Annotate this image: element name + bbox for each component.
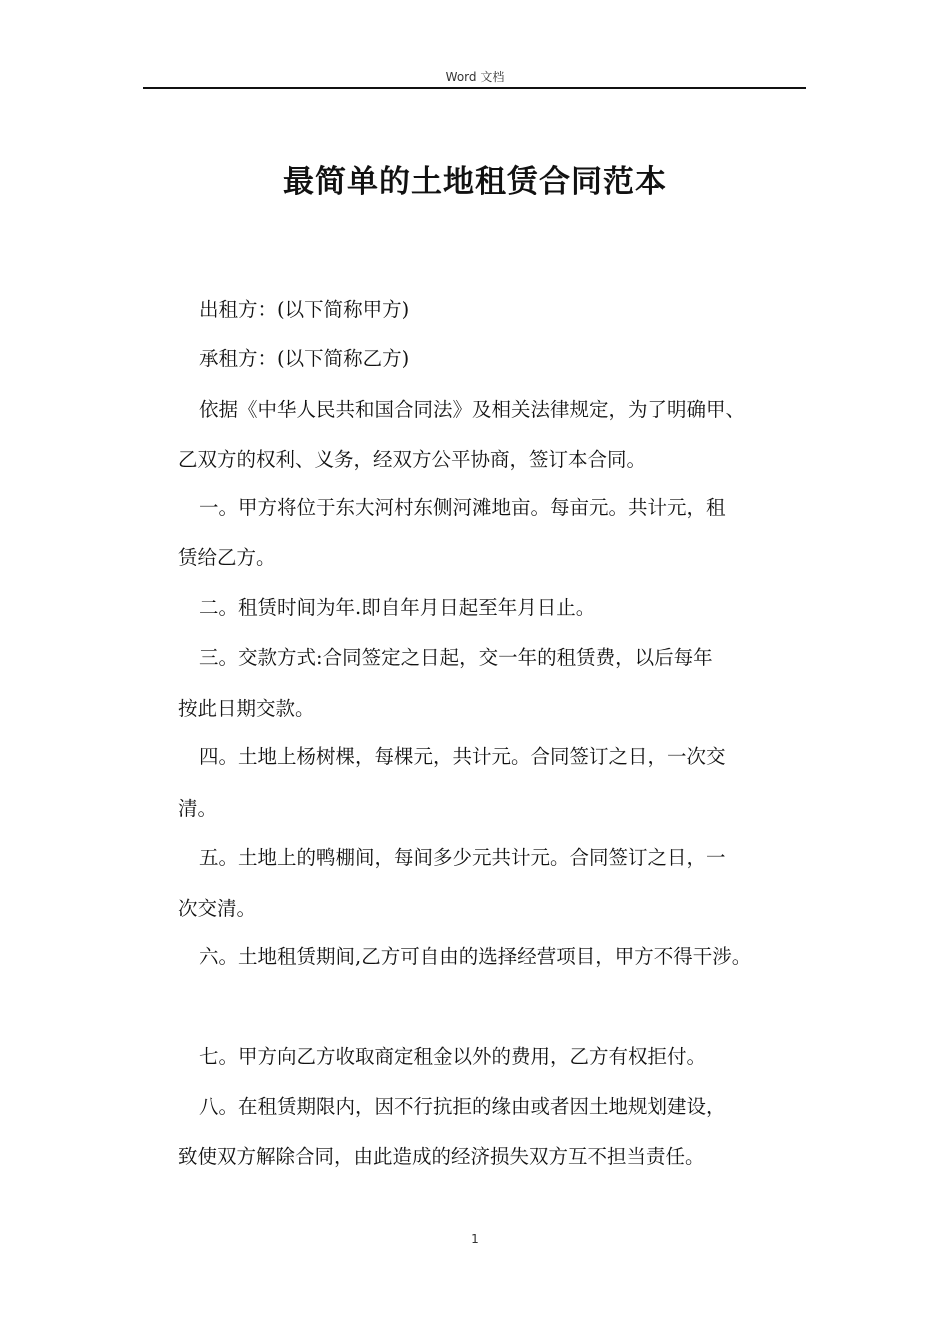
paragraph-line: 六。土地租赁期间,乙方可自由的选择经营项目，甲方不得干涉。 — [199, 945, 752, 968]
paragraph-line: 次交清。 — [178, 897, 257, 920]
paragraph-line: 二。租赁时间为年.即自年月日起至年月日止。 — [199, 596, 596, 619]
paragraph-line: 承租方：(以下简称乙方) — [199, 347, 410, 370]
paragraph-line: 按此日期交款。 — [178, 697, 315, 720]
paragraph-line: 依据《中华人民共和国合同法》及相关法律规定，为了明确甲、 — [199, 398, 746, 421]
paragraph-line: 七。甲方向乙方收取商定租金以外的费用，乙方有权拒付。 — [199, 1045, 707, 1068]
paragraph-line: 四。土地上杨树棵，每棵元，共计元。合同签订之日，一次交 — [199, 745, 726, 768]
page-number: 1 — [471, 1232, 479, 1246]
page-header: Word 文档 — [445, 70, 505, 84]
header-divider — [143, 87, 806, 89]
paragraph-line: 致使双方解除合同，由此造成的经济损失双方互不担当责任。 — [178, 1145, 705, 1168]
document-title: 最简单的土地租赁合同范本 — [283, 164, 667, 200]
paragraph-line: 三。交款方式:合同签定之日起，交一年的租赁费，以后每年 — [199, 646, 713, 669]
paragraph-line: 赁给乙方。 — [178, 546, 276, 569]
paragraph-line: 八。在租赁期限内，因不行抗拒的缘由或者因土地规划建设， — [199, 1095, 726, 1118]
paragraph-line: 清。 — [178, 797, 218, 820]
paragraph-line: 乙双方的权利、义务，经双方公平协商，签订本合同。 — [178, 448, 647, 471]
paragraph-line: 出租方：(以下简称甲方) — [199, 298, 410, 321]
paragraph-line: 五。土地上的鸭棚间，每间多少元共计元。合同签订之日，一 — [199, 846, 726, 869]
paragraph-line: 一。甲方将位于东大河村东侧河滩地亩。每亩元。共计元，租 — [199, 496, 726, 519]
